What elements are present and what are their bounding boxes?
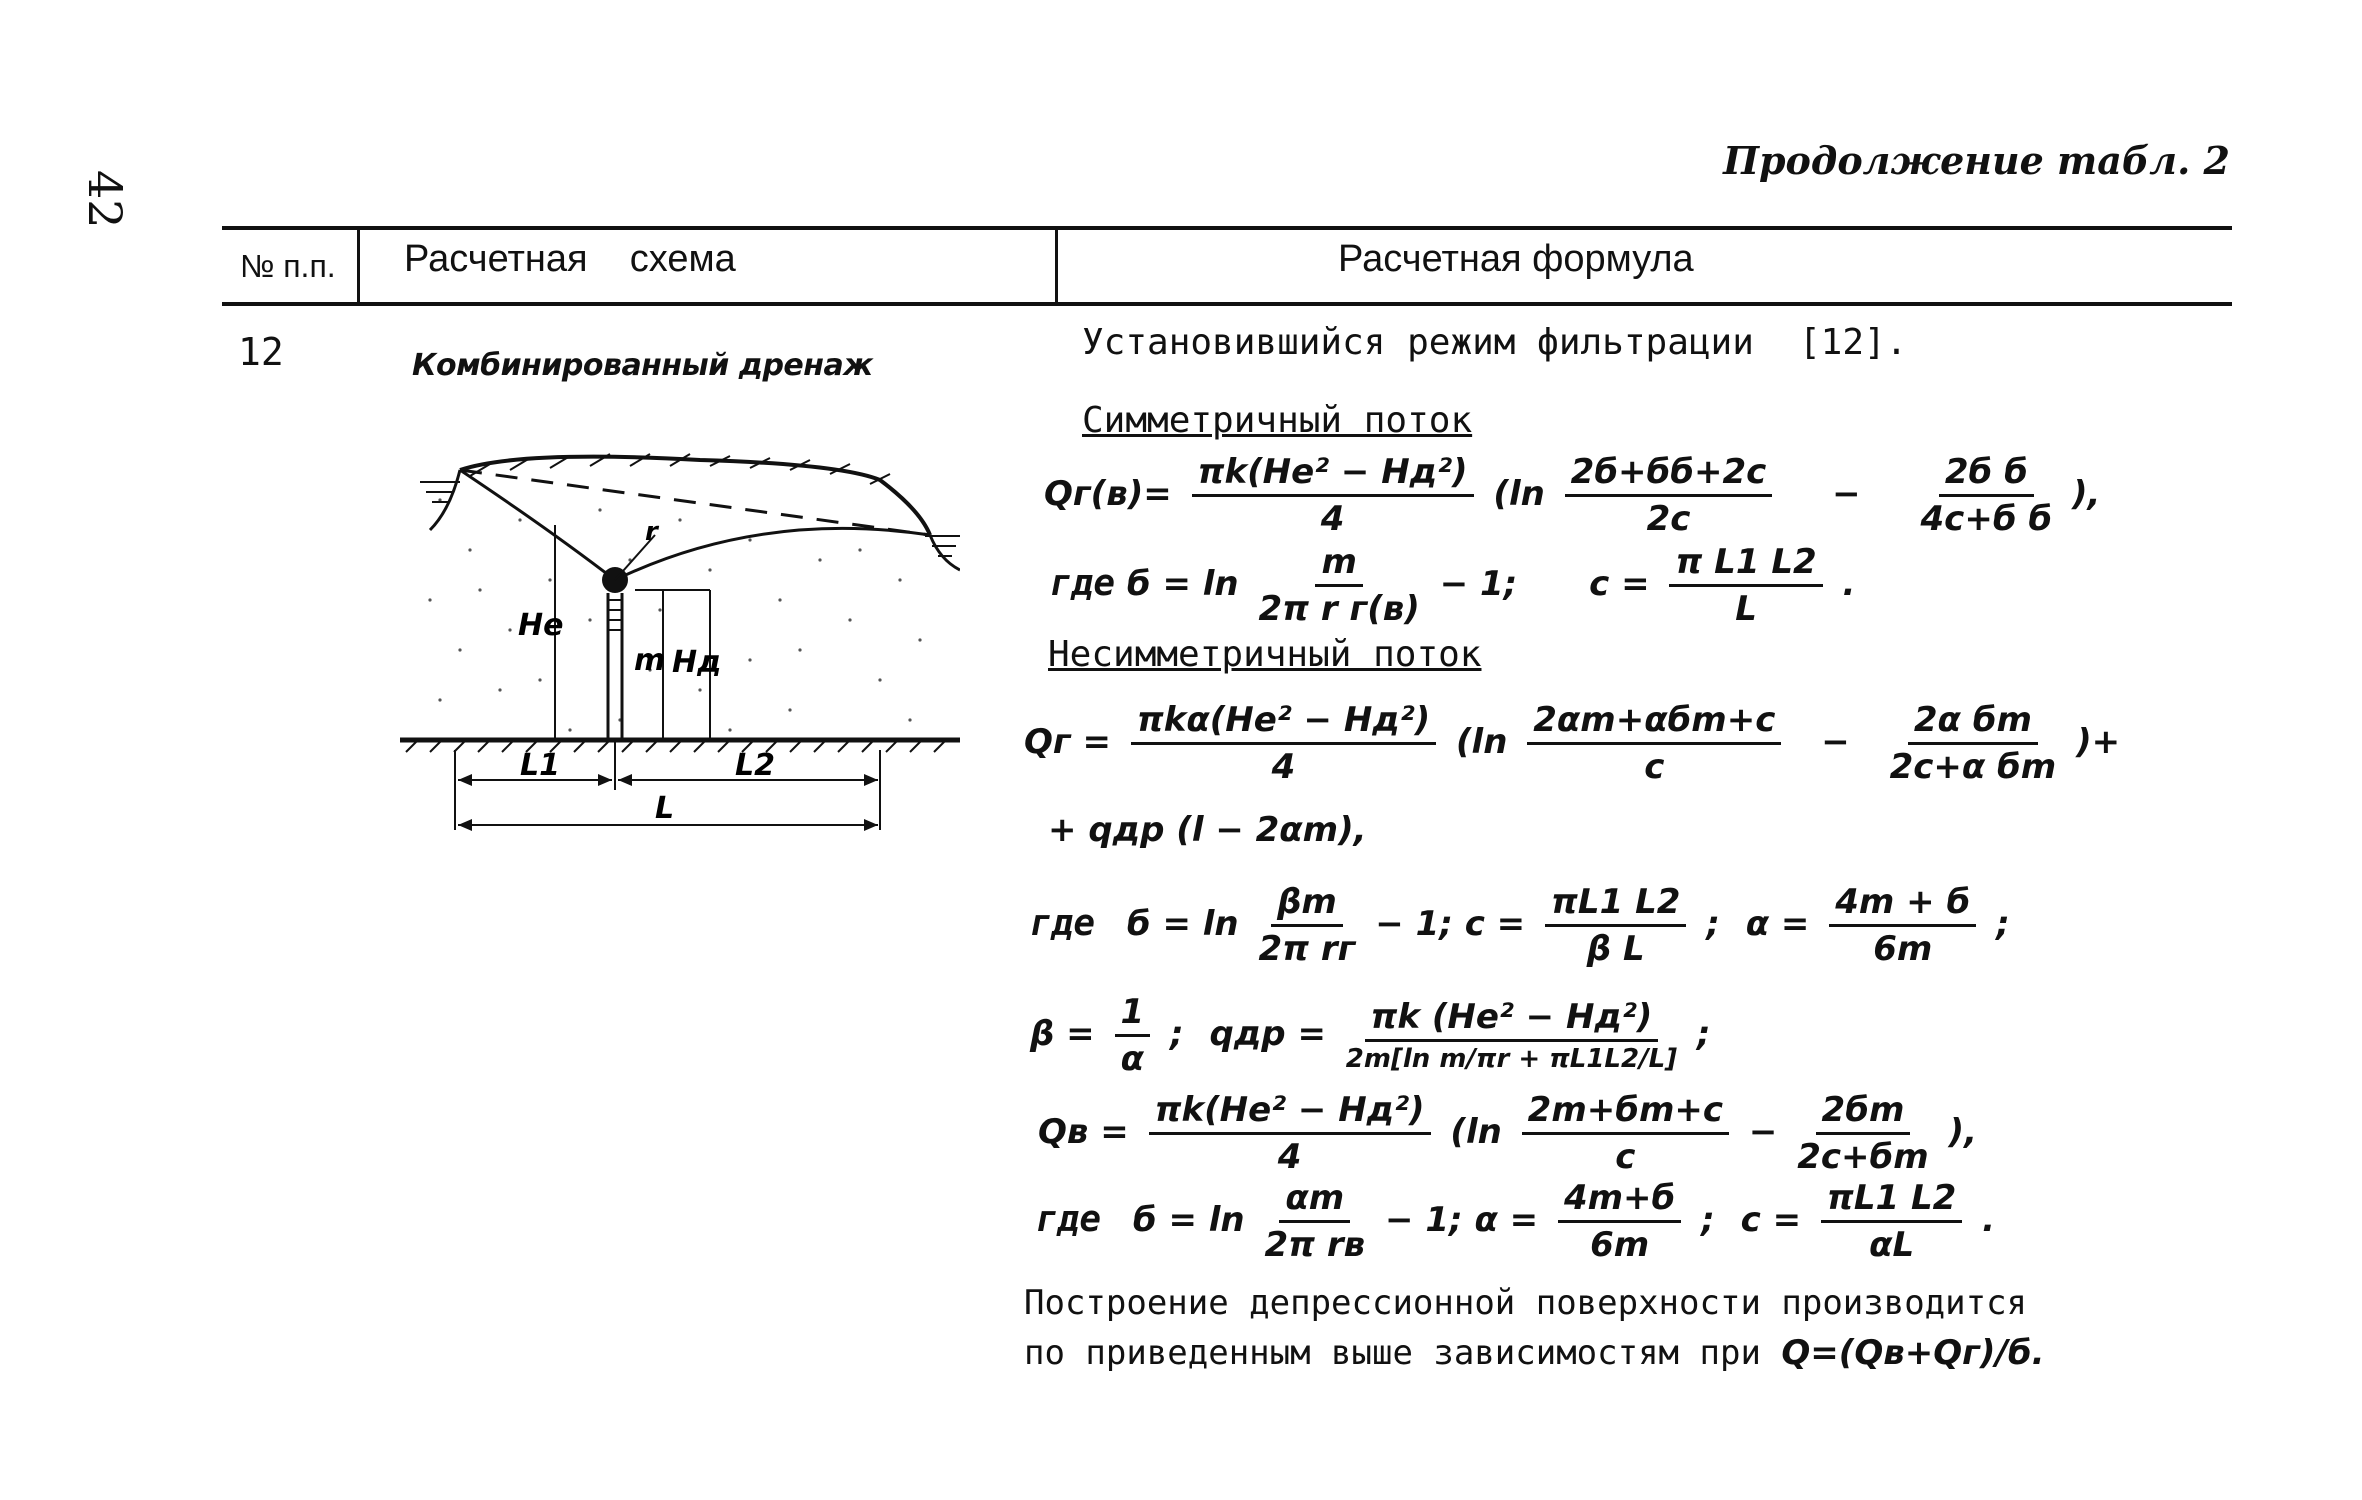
drainage-diagram <box>400 440 960 860</box>
formula-asymmetric-q: Qг = $\frac{\text{πkα(He² − Hд²)}}{4}$ (ln $\frac{\text{2αm+αбm+c}}{c}$ − $\frac{\text{2α бm}}{\text{2c+α бm}}$ )+ <box>1024 700 2121 787</box>
regime-line <box>1082 322 1907 363</box>
header-formula: Расчетная формула <box>1338 238 1694 280</box>
vertical-well <box>608 593 622 740</box>
formula-asymmetric-where: где б = ln $\frac{\beta m}{\text{2π rг}}$ − 1; c = $\frac{\pi L1 L2}{\text{β L}}$ ; α = $\frac{4m + б}{6m}$ ; <box>1030 882 2010 969</box>
ground-surface <box>460 457 930 535</box>
closing-line-2: по приведенным выше зависимостям при Q=(Qв+Qг)/б. <box>1024 1333 2045 1373</box>
formula-symmetric-where: где б = ln $\frac{m}{\text{2π r г(в)}}$ − 1; c = $\frac{\text{π L1 L2}}{L}$ . <box>1050 542 1856 629</box>
continuation-label: Продолжение табл. 2 <box>1723 138 2230 183</box>
l-label: L <box>655 791 675 826</box>
column-divider-1 <box>357 226 360 304</box>
r-label: r <box>645 517 658 547</box>
symmetric-title: Симметричный поток <box>1082 400 1473 441</box>
hd-label: Hд <box>672 645 722 680</box>
right-bank <box>930 535 960 570</box>
table-header-rule <box>222 302 2232 306</box>
right-depression-curve <box>615 528 930 580</box>
closing-line-1: Построение депрессионной поверхности производится <box>1024 1283 2028 1323</box>
closing-paragraph <box>1024 1278 2045 1378</box>
formula-asymmetric-term: + qдр (l − 2αm), <box>1048 810 1367 850</box>
well-filter <box>608 600 622 630</box>
l2-label: L2 <box>735 748 775 783</box>
natural-water-table <box>460 470 930 535</box>
page-number: 42 <box>78 170 132 229</box>
left-bank <box>430 470 460 530</box>
row-number: 12 <box>238 330 284 374</box>
formula-qv-where: где б = ln $\frac{\alpha m}{\text{2π rв}}$ − 1; α = $\frac{4m+б}{6m}$ ; c = $\frac{\pi L1 L2}{\alpha L}$ . <box>1036 1178 1996 1265</box>
regime-text: Установившийся режим фильтрации <box>1082 322 1754 363</box>
m-label: m <box>634 643 666 678</box>
reference: [12]. <box>1798 322 1908 363</box>
scheme-title: Комбинированный дренаж <box>412 348 873 383</box>
l1-label: L1 <box>520 748 560 783</box>
column-divider-2 <box>1055 226 1058 304</box>
he-label: Hе <box>518 608 564 643</box>
header-number: № п.п. <box>240 248 336 284</box>
soil-stipple <box>428 498 921 741</box>
formula-qv: Qв = $\frac{\text{πk(He² − Hд²)}}{4}$ (ln $\frac{2m+бm+c}{c}$ − $\frac{2бm}{2c+бm}$ ), <box>1038 1090 1978 1177</box>
formula-symmetric-q: Qг(в)= $\frac{\text{πk(He² − Hд²)}}{4}$ (ln $\frac{2б+бб+2c}{2c}$ − $\frac{\text{2б б}}{\text{4c+б б}}$ ), <box>1044 452 2101 539</box>
left-depression-curve <box>460 470 615 580</box>
asymmetric-title: Несимметричный поток <box>1048 634 1482 675</box>
formula-beta-q: β = $\frac{1}{\alpha}$ ; qдр = $\frac{\text{πk (He² − Hд²)}}{\text{2m[ln m/πr + πL1L2/L]}}$ ; <box>1030 992 1711 1079</box>
table-top-rule <box>222 226 2232 230</box>
header-scheme: Расчетная схема <box>404 238 736 280</box>
closing-formula: Q=(Qв+Qг)/б. <box>1781 1333 2045 1373</box>
